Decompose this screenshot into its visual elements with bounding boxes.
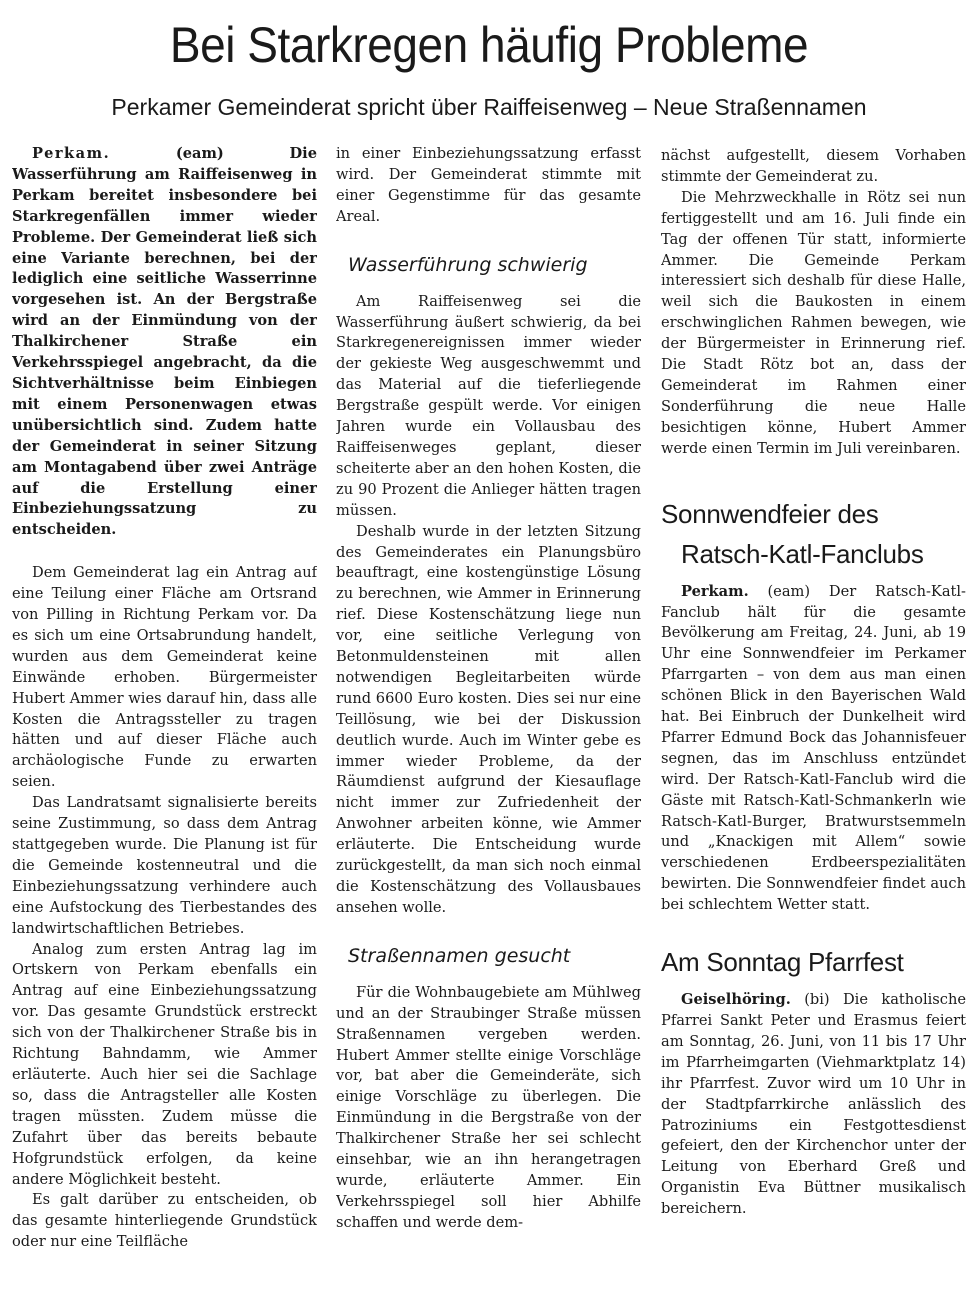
- body-paragraph: [661, 582, 966, 917]
- section-subheading: Straßennamen gesucht: [348, 944, 571, 967]
- article-subheadline: Perkamer Gemeinderat spricht über Raiffeisenweg – Neue Straßennamen: [111, 94, 867, 120]
- article-pfarrfest: [661, 942, 966, 1220]
- body-paragraph: Es galt darüber zu entscheiden, ob das gesamte hinterliegende Grundstück oder nur eine Teilfläche: [12, 1191, 317, 1251]
- article-title: Ratsch-Katl-Fanclubs: [681, 538, 924, 569]
- article-title: Sonnwendfeier des: [661, 498, 879, 529]
- column-3: [661, 146, 966, 1306]
- body-paragraph: Für die Wohnbaugebiete am Mühlweg und an der Straubinger Straße müssen Straßennamen vergeben werden. Hubert Ammer stellte einige Vorschläge vor, bat aber die Gemeinderäte, sich einige Vorschläge zu überlegen. Die Einmündung in die Bergstraße von der Thalkirchener Straße her sei schlecht einsehbar, wie an ihn herangetragen wurde, erläuterte Ammer. Ein Verkehrsspiegel soll hier Abhilfe schaffen und werde dem-: [336, 983, 641, 1231]
- body-paragraph: Analog zum ersten Antrag lag im Ortskern von Perkam ebenfalls ein Antrag auf eine Einbeziehungssatzung vor. Das gesamte Grundstück erstreckt sich von der Thalkirchener Straße bis in Richtung Bahndamm, wie Ammer erläuterte. Auch hier sei die Sachlage so, dass die Antragsteller alle Kosten tragen müssten. Zudem müsse die Zufahrt über das bereits bebaute Hofgrundstück erfolgen, da keine andere Möglichkeit besteht.: [12, 940, 317, 1188]
- body-paragraph: [661, 990, 966, 1220]
- body-paragraph: Dem Gemeinderat lag ein Antrag auf eine Teilung einer Fläche am Ortsrand von Pilling in Richtung Perkam vor. Da es sich um eine Ortsabrundung handelt, wurden aus dem Gemeinderat keine Einwände erhoben. Bürgermeister Hubert Ammer wies darauf hin, dass alle Kosten die Antragssteller zu tragen hätten und auf dieser Fläche auch archäologische Funde zu erwarten seien.: [12, 564, 317, 791]
- body-paragraph: nächst aufgestellt, diesem Vorhaben stimmte der Gemeinderat zu.: [661, 147, 966, 185]
- lead-text: (eam) Die Wasserführung am Raiffeisenweg in Perkam bereitet insbesondere bei Starkregenfällen immer wieder Probleme. Der Gemeinderat ließ sich eine Variante berechnen, bei der lediglich eine seitliche Wasserrinne vorgesehen ist. An der Bergstraße wird an der Einmündung von der Thalkirchener Straße ein Verkehrsspiegel angebracht, da die Sichtverhältnisse beim Einbiegen mit einem Personenwagen etwas unübersichtlich sind. Zudem hatte der Gemeinderat in seiner Sitzung am Montagabend über zwei Anträge auf die Erstellung einer Einbeziehungssatzung zu entscheiden.: [12, 145, 317, 539]
- article-title: Am Sonntag Pfarrfest: [661, 947, 904, 978]
- lead-paragraph: [12, 144, 317, 541]
- article-dateline: Perkam.: [681, 582, 749, 600]
- article-headline: Bei Starkregen häufig Probleme: [169, 17, 809, 73]
- body-paragraph: Das Landratsamt signalisierte bereits seine Zustimmung, so dass dem Antrag stattgegeben wurde. Die Planung ist für die Gemeinde kostenneutral und die Einbeziehungssatzung verhindere auch eine Aufstockung des Tierbestandes des landwirtschaftlichen Betriebes.: [12, 794, 317, 937]
- body-paragraph: Die Mehrzweckhalle in Rötz sei nun fertiggestellt und am 16. Juli finde ein Tag der offenen Tür statt, informierte Ammer. Die Gemeinde Perkam interessiert sich deshalb für diese Halle, weil sich die Baukosten in einem erschwinglichen Rahmen bewegen, wie der Bürgermeister in Erinnerung rief. Die Stadt Rötz bot an, dass der Gemeinderat im Rahmen einer Sonderführung die neue Halle besichtigen könne, Hubert Ammer werde einen Termin im Juli vereinbaren.: [661, 188, 966, 457]
- lead-dateline: Perkam.: [32, 145, 111, 162]
- body-paragraph: in einer Einbeziehungssatzung erfasst wird. Der Gemeinderat stimmte mit einer Gegenstimme für das gesamte Areal.: [336, 145, 641, 225]
- body-paragraph: Am Raiffeisenweg sei die Wasserführung äußert schwierig, da bei Starkregenereignissen immer wieder der gekieste Weg ausgeschwemmt und das Material auf die tieferliegende Bergstraße gespült werde. Vor einigen Jahren wurde ein Vollausbau des Raiffeisenweges geplant, dieser scheiterte aber an den hohen Kosten, die zu 90 Prozent die Anlieger hätten tragen müssen.: [336, 292, 641, 519]
- article-sonnwendfeier: [661, 494, 966, 917]
- section-subheading: Wasserführung schwierig: [348, 253, 588, 276]
- article-text: (eam) Der Ratsch-Katl-Fanclub hält für die gesamte Bevölkerung am Freitag, 24. Juni, ab 19 Uhr eine Sonnwendfeier im Perkamer Pfarrgarten – von dem aus man einen schönen Blick in den Bayerischen Wald hat. Bei Einbruch der Dunkelheit wird Pfarrer Edmund Bock das Johannisfeuer segnen, das im Anschluss entzündet wird. Der Ratsch-Katl-Fanclub wird die Gäste mit Ratsch-Katl-Schmankerln wie Ratsch-Katl-Burger, Bratwurstsemmeln und „Knackigen mit Allem“ sowie verschiedenen Erdbeerspezialitäten bewirten. Die Sonnwendfeier findet auch bei schlechtem Wetter statt.: [661, 582, 966, 914]
- article-text: (bi) Die katholische Pfarrei Sankt Peter und Erasmus feiert am Sonntag, 26. Juni, von 11 bis 17 Uhr im Pfarrheimgarten (Viehmarktplatz 14) ihr Pfarrfest. Zuvor wird um 10 Uhr in der Stadtpfarrkirche anlässlich des Patroziniums ein Festgottesdienst gefeiert, den der Kirchenchor unter der Leitung von Eberhard Greß und Organistin Eva Büttner musikalisch bereichern.: [661, 991, 966, 1218]
- article-dateline: Geiselhöring.: [681, 991, 791, 1009]
- column-1: [12, 144, 317, 1304]
- column-2: [336, 144, 641, 1304]
- body-paragraph: Deshalb wurde in der letzten Sitzung des Gemeinderates ein Planungsbüro beauftragt, eine kostengünstige Lösung zu berechnen, wie Ammer in Erinnerung rief. Diese Kostenschätzung liege nun vor, eine seitliche Verlegung von Betonmuldensteinen mit allen notwendigen Begleitarbeiten würde rund 6600 Euro kosten. Dies sei nur eine Teillösung, wie bei der Diskussion deutlich wurde. Auch im Winter gebe es immer wieder Probleme, da der Räumdienst aufgrund der Kiesauflage nicht immer zur Zufriedenheit der Anwohner arbeiten könne, wie Ammer erläuterte. Die Entscheidung wurde zurückgestellt, da man sich noch einmal die Kostenschätzung des Vollausbaues ansehen wolle.: [336, 522, 641, 916]
